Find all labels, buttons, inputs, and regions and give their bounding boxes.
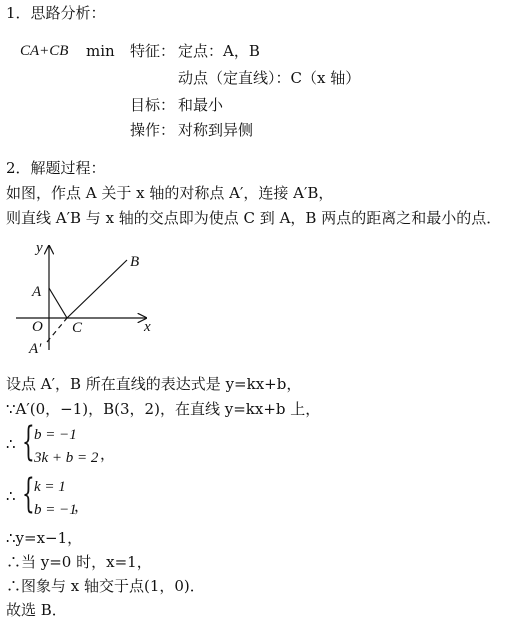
operation-label: 操作： xyxy=(130,121,176,139)
feature-line1: 定点：A，B xyxy=(178,42,260,60)
point-c-label: C xyxy=(72,320,83,336)
process-line2: 则直线 A′B 与 x 轴的交点即为使点 C 到 A，B 两点的距离之和最小的点． xyxy=(6,209,502,227)
goal-label: 目标： xyxy=(130,96,176,114)
feature-line2: 动点（定直线）：C（x 轴） xyxy=(178,69,361,87)
solution-line5: ∴图象与 x 轴交于点(1，0)． xyxy=(6,577,205,595)
system1-equation1: b = −1 xyxy=(34,427,77,443)
system2-comma: ， xyxy=(74,497,90,515)
system2-equation2: b = −1 xyxy=(34,502,77,518)
formula: CA+CB xyxy=(20,43,69,59)
origin-label: O xyxy=(32,319,43,335)
goal-text: 和最小 xyxy=(178,96,224,114)
point-b-label: B xyxy=(130,254,140,270)
system1-equation2: 3k + b = 2 xyxy=(34,450,99,466)
left-brace: { xyxy=(22,419,35,465)
point-a-prime-label: A′ xyxy=(29,341,42,357)
y-axis-label: y xyxy=(36,240,43,256)
solution-line4: ∴当 y=0 时，x=1， xyxy=(6,553,152,571)
segment-a-prime-c xyxy=(47,318,67,342)
point-a-label: A xyxy=(32,284,42,300)
segment-cb xyxy=(67,260,127,318)
formula-min: min xyxy=(86,42,115,60)
section1-heading: 1．思路分析： xyxy=(6,4,106,22)
segment-ac xyxy=(49,288,67,318)
operation-text: 对称到异侧 xyxy=(178,121,254,139)
system1-comma: ， xyxy=(100,445,116,463)
solution-line2: ∵A′(0，−1)，B(3，2)，在直线 y=kx+b 上， xyxy=(6,400,321,418)
therefore-symbol: ∴ xyxy=(6,435,16,453)
solution-line1: 设点 A′，B 所在直线的表达式是 y=kx+b， xyxy=(6,375,302,393)
system2-equation1: k = 1 xyxy=(34,479,66,495)
solution-line3: ∴y=x−1， xyxy=(6,529,83,547)
therefore-symbol: ∴ xyxy=(6,487,16,505)
left-brace: { xyxy=(22,471,35,517)
coordinate-diagram xyxy=(0,232,180,362)
section2-heading: 2．解题过程： xyxy=(6,159,106,177)
process-line1: 如图，作点 A 关于 x 轴的对称点 A′，连接 A′B， xyxy=(6,184,334,202)
feature-label: 特征： xyxy=(130,42,176,60)
answer-line: 故选 B． xyxy=(6,601,67,619)
x-axis-label: x xyxy=(144,319,151,335)
